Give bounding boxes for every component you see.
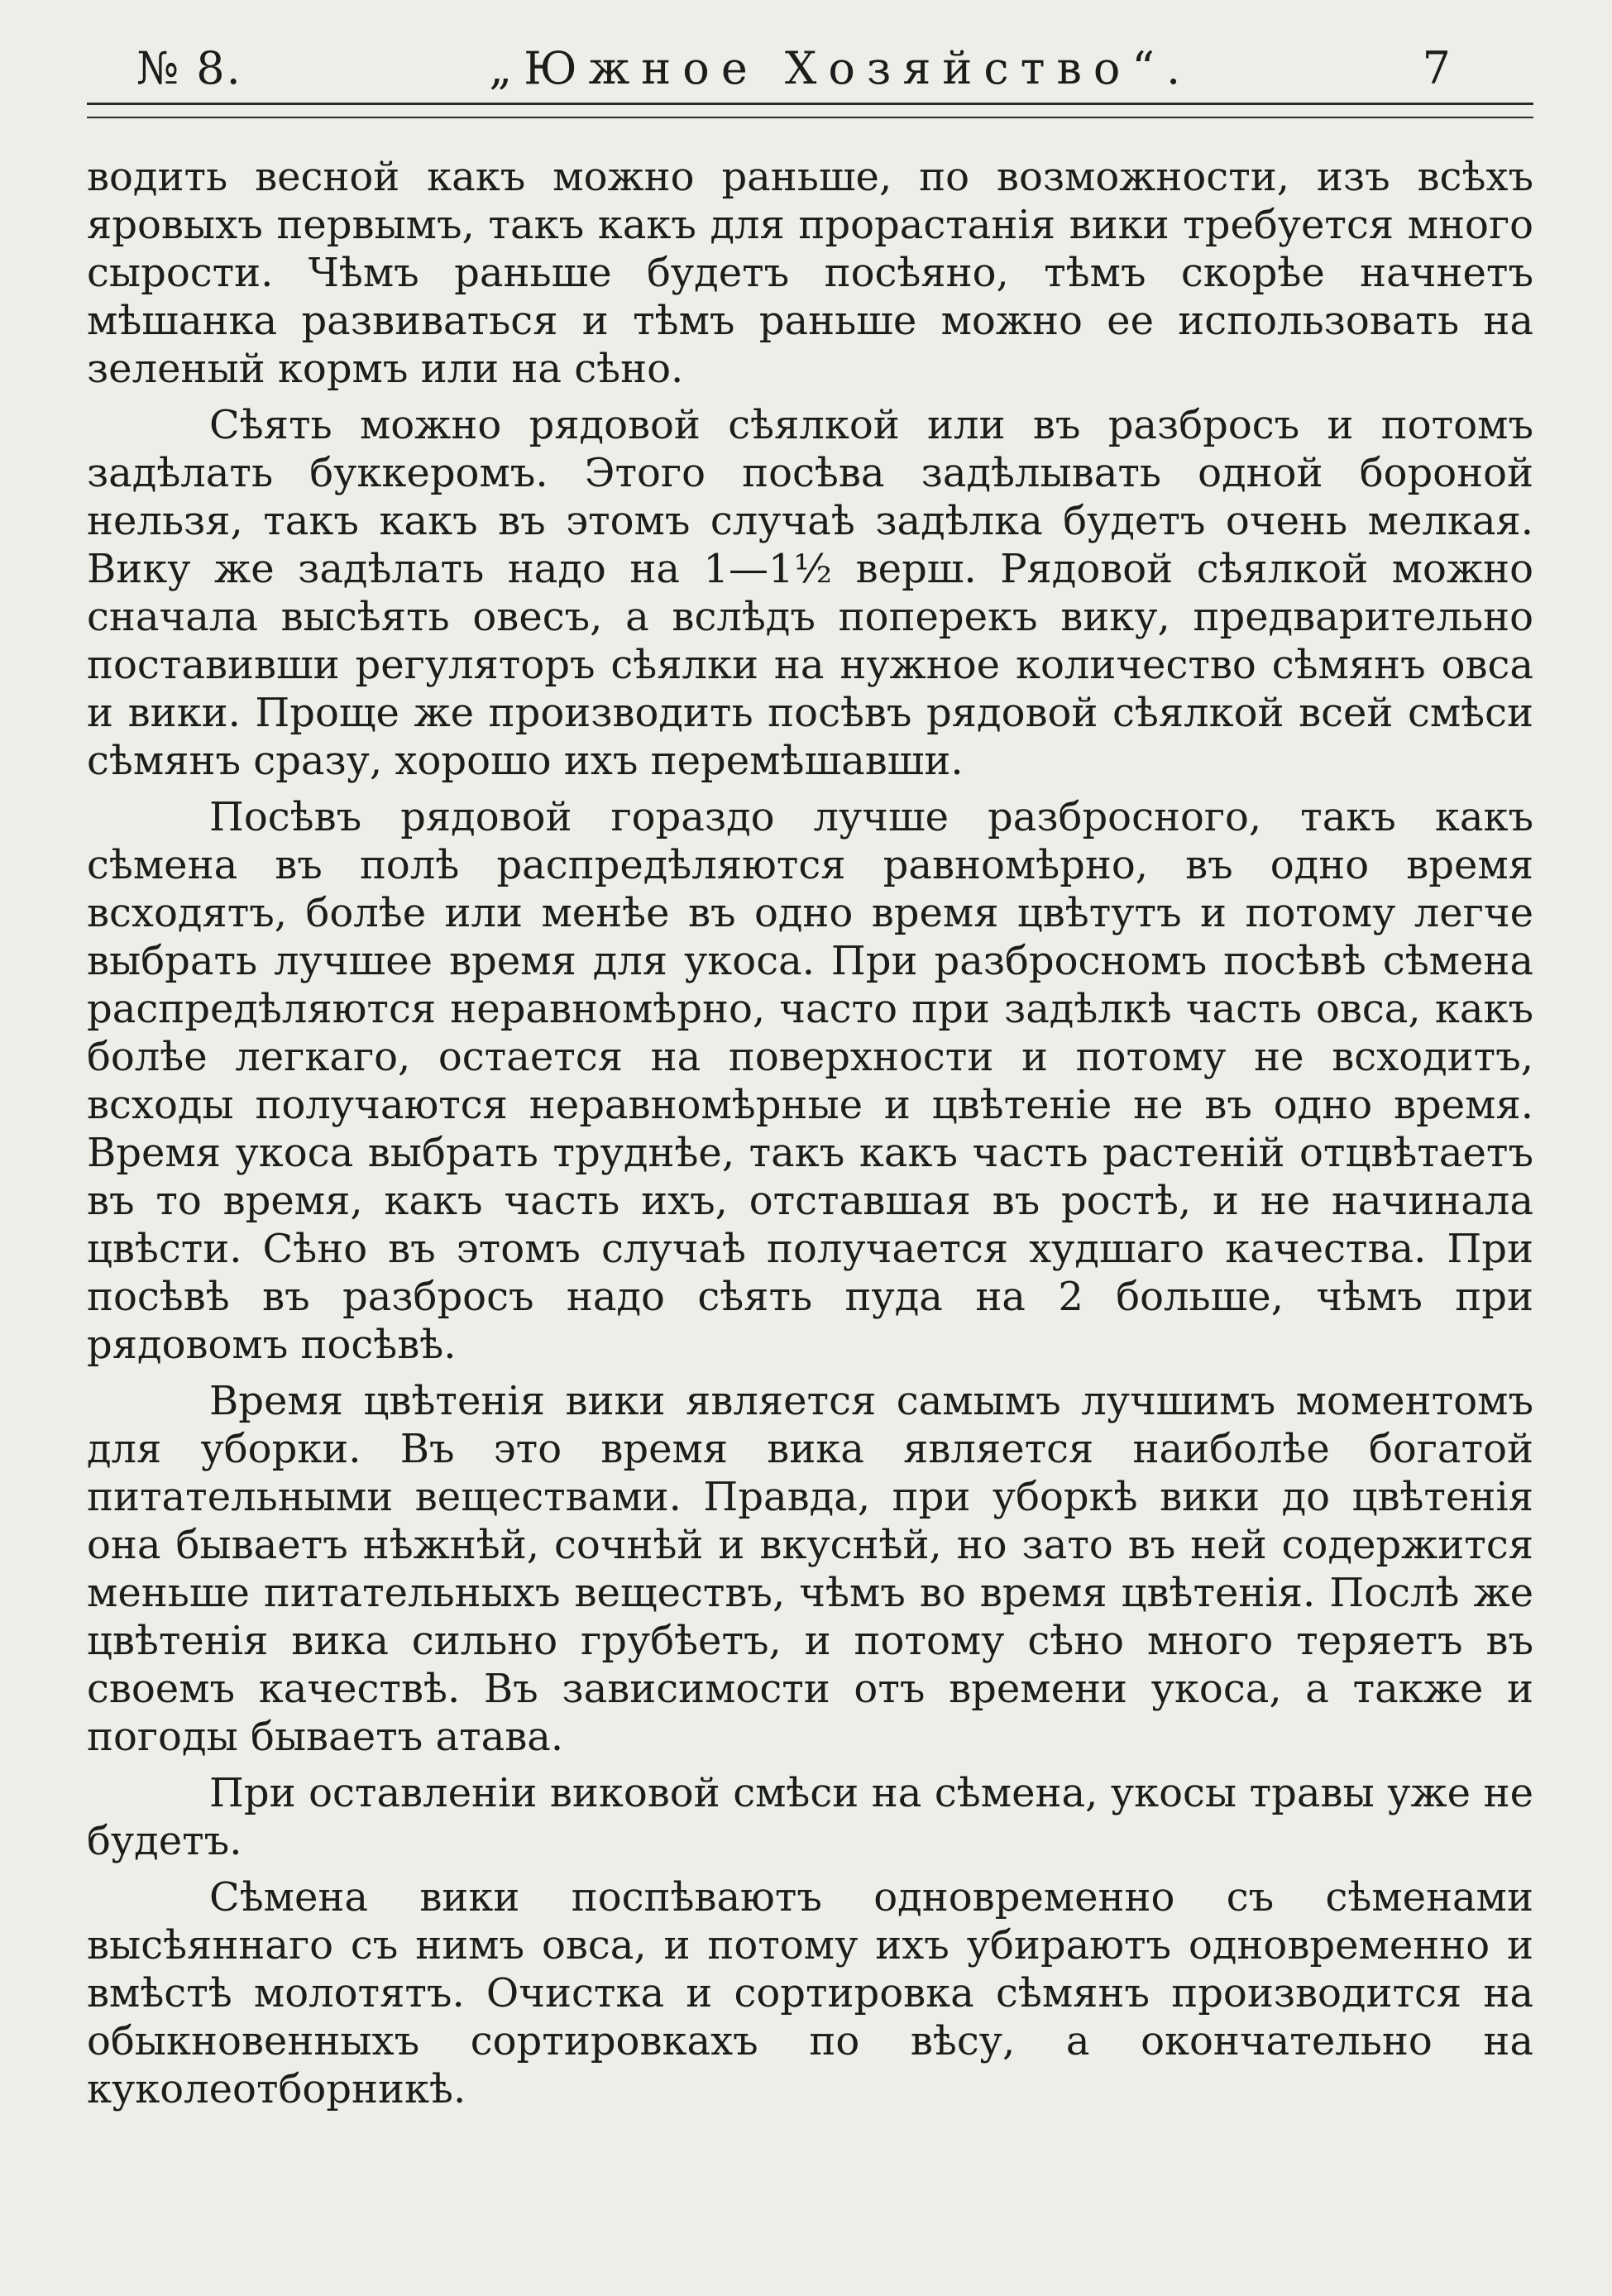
paragraph: Сѣять можно рядовой сѣялкой или въ разбросъ и потомъ задѣлать буккеромъ. Этого посѣва задѣлывать одной бороной нельзя, такъ какъ въ этомъ случаѣ задѣлка будетъ очень мелкая. Вику же задѣлать надо на 1—1½ верш. Рядовой сѣялкой можно сначала высѣять овесъ, а вслѣдъ поперекъ вику, предварительно поставивши регуляторъ сѣялки на нужное количество сѣмянъ овса и вики. Проще же производить посѣвъ рядовой сѣялкой всей смѣси сѣмянъ сразу, хорошо ихъ перемѣшавши.	[87, 402, 1533, 784]
paragraph: При оставленіи виковой смѣси на сѣмена, укосы травы уже не будетъ.	[87, 1770, 1533, 1864]
header-rule	[87, 103, 1533, 118]
page-number: 7	[1422, 42, 1451, 94]
running-head	[87, 40, 1533, 99]
article-body	[87, 153, 1533, 2113]
issue-number: № 8.	[136, 42, 242, 94]
journal-title: „Южное Хозяйство“.	[489, 42, 1193, 94]
paragraph: Сѣмена вики поспѣваютъ одновременно съ сѣменами высѣяннаго съ нимъ овса, и потому ихъ убираютъ одновременно и вмѣстѣ молотятъ. Очистка и сортировка сѣмянъ производится на обыкновенныхъ сортировкахъ по вѣсу, а окончательно на куколеотборникѣ.	[87, 1874, 1533, 2112]
paragraph: водить весной какъ можно раньше, по возможности, изъ всѣхъ яровыхъ первымъ, такъ какъ для прорастанія вики требуется много сырости. Чѣмъ раньше будетъ посѣяно, тѣмъ скорѣе начнетъ мѣшанка развиваться и тѣмъ раньше можно ее использовать на зеленый кормъ или на сѣно.	[87, 154, 1533, 392]
paragraph: Время цвѣтенія вики является самымъ лучшимъ моментомъ для уборки. Въ это время вика является наиболѣе богатой питательными веществами. Правда, при уборкѣ вики до цвѣтенія она бываетъ нѣжнѣй, сочнѣй и вкуснѣй, но зато въ ней содержится меньше питательныхъ веществъ, чѣмъ во время цвѣтенія. Послѣ же цвѣтенія вика сильно грубѣетъ, и потому сѣно много теряетъ въ своемъ качествѣ. Въ зависимости отъ времени укоса, а также и погоды бываетъ атава.	[87, 1378, 1533, 1760]
paragraph: Посѣвъ рядовой гораздо лучше разбросного, такъ какъ сѣмена въ полѣ распредѣляются равномѣрно, въ одно время всходятъ, болѣе или менѣе въ одно время цвѣтутъ и потому легче выбрать лучшее время для укоса. При разбросномъ посѣвѣ сѣмена распредѣляются неравномѣрно, часто при задѣлкѣ часть овса, какъ болѣе легкаго, остается на поверхности и потому не всходитъ, всходы получаются неравномѣрные и цвѣтеніе не въ одно время. Время укоса выбрать труднѣе, такъ какъ часть растеній отцвѣтаетъ въ то время, какъ часть ихъ, отставшая въ ростѣ, и не начинала цвѣсти. Сѣно въ этомъ случаѣ получается худшаго качества. При посѣвѣ въ разбросъ надо сѣять пуда на 2 больше, чѣмъ при рядовомъ посѣвѣ.	[87, 794, 1533, 1368]
